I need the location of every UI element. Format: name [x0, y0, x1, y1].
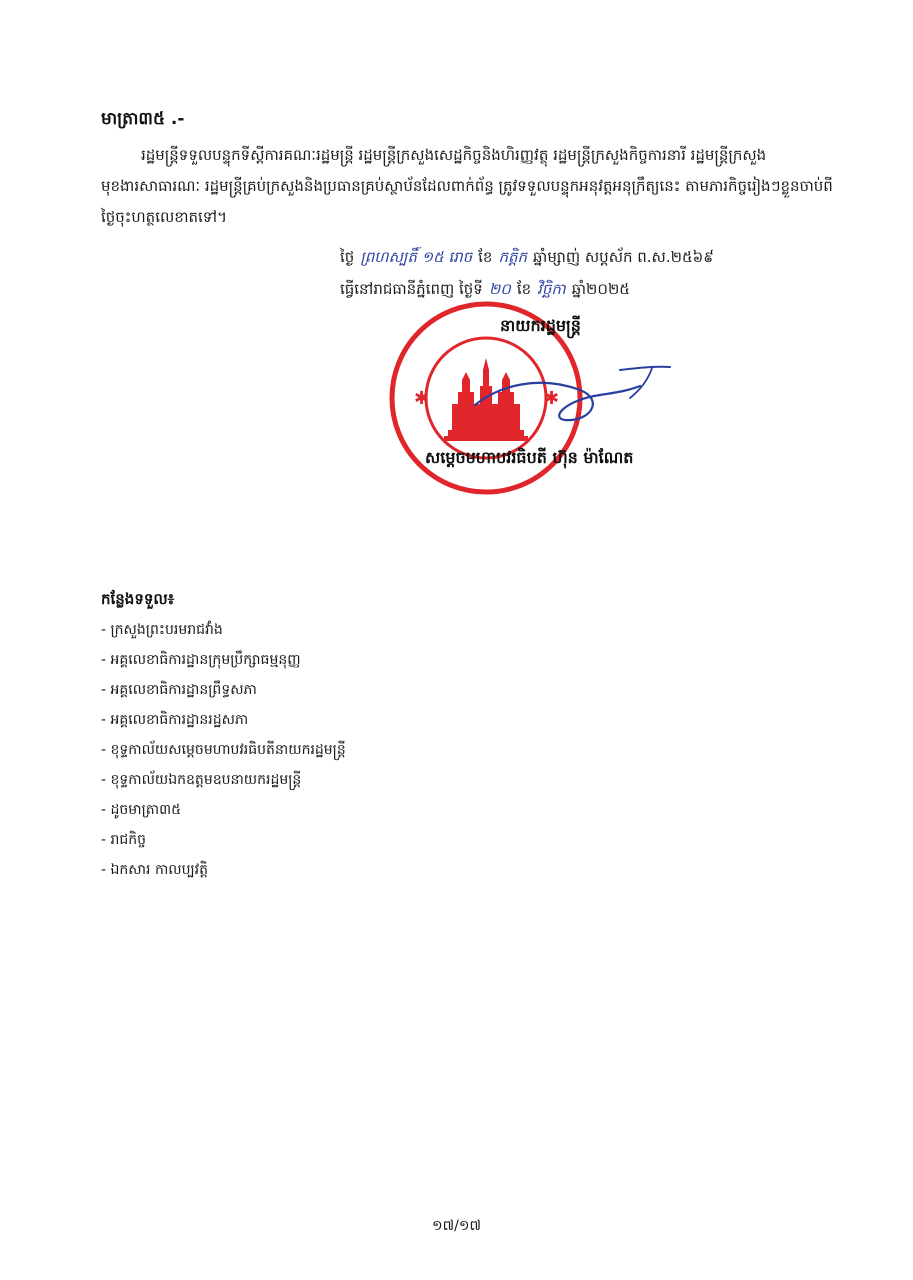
recipient-item: - ខុទ្ទកាល័យសម្តេចមហាបវរធិបតីនាយករដ្ឋមន្ត្រី — [101, 742, 346, 758]
place-date-prefix: ធ្វើនៅរាជធានីភ្នំពេញ ថ្ងៃទី — [340, 280, 483, 298]
recipient-item: - រាជកិច្ច — [101, 832, 147, 848]
recipient-item: - ខុទ្ទកាល័យឯកឧត្តមឧបនាយករដ្ឋមន្ត្រី — [101, 772, 302, 788]
article-paragraph — [101, 140, 833, 233]
recipients-list — [101, 615, 346, 885]
year-text: ឆ្នាំ២០២៥ — [571, 280, 630, 298]
handwritten-signature — [470, 350, 700, 440]
lunar-month-label: ខែ — [478, 248, 493, 266]
lunar-day-handwritten: ព្រហស្បតិ៍ ១៥ រោច — [360, 248, 473, 266]
signatory-name: សម្តេចមហាបវរធិបតី ហ៊ុន ម៉ាណែត — [425, 448, 634, 467]
svg-text:✱: ✱ — [544, 388, 560, 409]
article-paragraph-text: រដ្ឋមន្ត្រីទទួលបន្ទុកទីស្តីការគណៈរដ្ឋមន្ត្រី រដ្ឋមន្ត្រីក្រសួងសេដ្ឋកិច្ចនិងហិរញ្ញវត្ថុ រដ្ឋមន្ត្រីក្រសួងកិច្ចការនារី រដ្ឋមន្ត្រីក្រសួងមុខងារសាធារណៈ រដ្ឋមន្ត្រីគ្រប់ក្រសួងនិងប្រធានគ្រប់ស្ថាប័នដែលពាក់ព័ន្ធ ត្រូវទទួលបន្ទុកអនុវត្តអនុក្រឹត្យនេះ តាមភារកិច្ចរៀងៗខ្លួនចាប់ពីថ្ងៃចុះហត្ថលេខាតទៅ។ — [101, 146, 833, 226]
lunar-date-line — [340, 248, 714, 270]
svg-text:✱: ✱ — [414, 388, 430, 409]
place-date-line — [340, 280, 630, 302]
month-label: ខែ — [516, 280, 532, 298]
day-handwritten: ២០ — [488, 280, 511, 298]
recipient-item: - អគ្គលេខាធិការដ្ឋានក្រុមប្រឹក្សាធម្មនុញ្ញ — [101, 652, 301, 668]
article-title: មាត្រា៣៥ .- — [101, 109, 185, 129]
month-handwritten: វិច្ឆិកា — [537, 280, 566, 298]
signatory-title: នាយករដ្ឋមន្ត្រី — [500, 316, 581, 335]
lunar-month-handwritten: កត្តិក — [498, 248, 528, 266]
recipient-item: - អគ្គលេខាធិការដ្ឋានរដ្ឋសភា — [101, 712, 249, 728]
lunar-date-prefix: ថ្ងៃ — [340, 248, 355, 266]
recipients-title: កន្លែងទទួល៖ — [101, 590, 175, 608]
page-number: ១៧/១៧ — [432, 1218, 481, 1234]
lunar-year-text: ឆ្នាំម្សាញ់ សប្តស័ក ព.ស.២៥៦៩ — [533, 248, 714, 266]
recipient-item: - ឯកសារ កាលប្បវត្តិ — [101, 862, 208, 878]
recipient-item: - ក្រសួងព្រះបរមរាជវាំង — [101, 622, 223, 638]
recipient-item: - អគ្គលេខាធិការដ្ឋានព្រឹទ្ធសភា — [101, 682, 257, 698]
recipient-item: - ដូចមាត្រា៣៥ — [101, 802, 181, 818]
